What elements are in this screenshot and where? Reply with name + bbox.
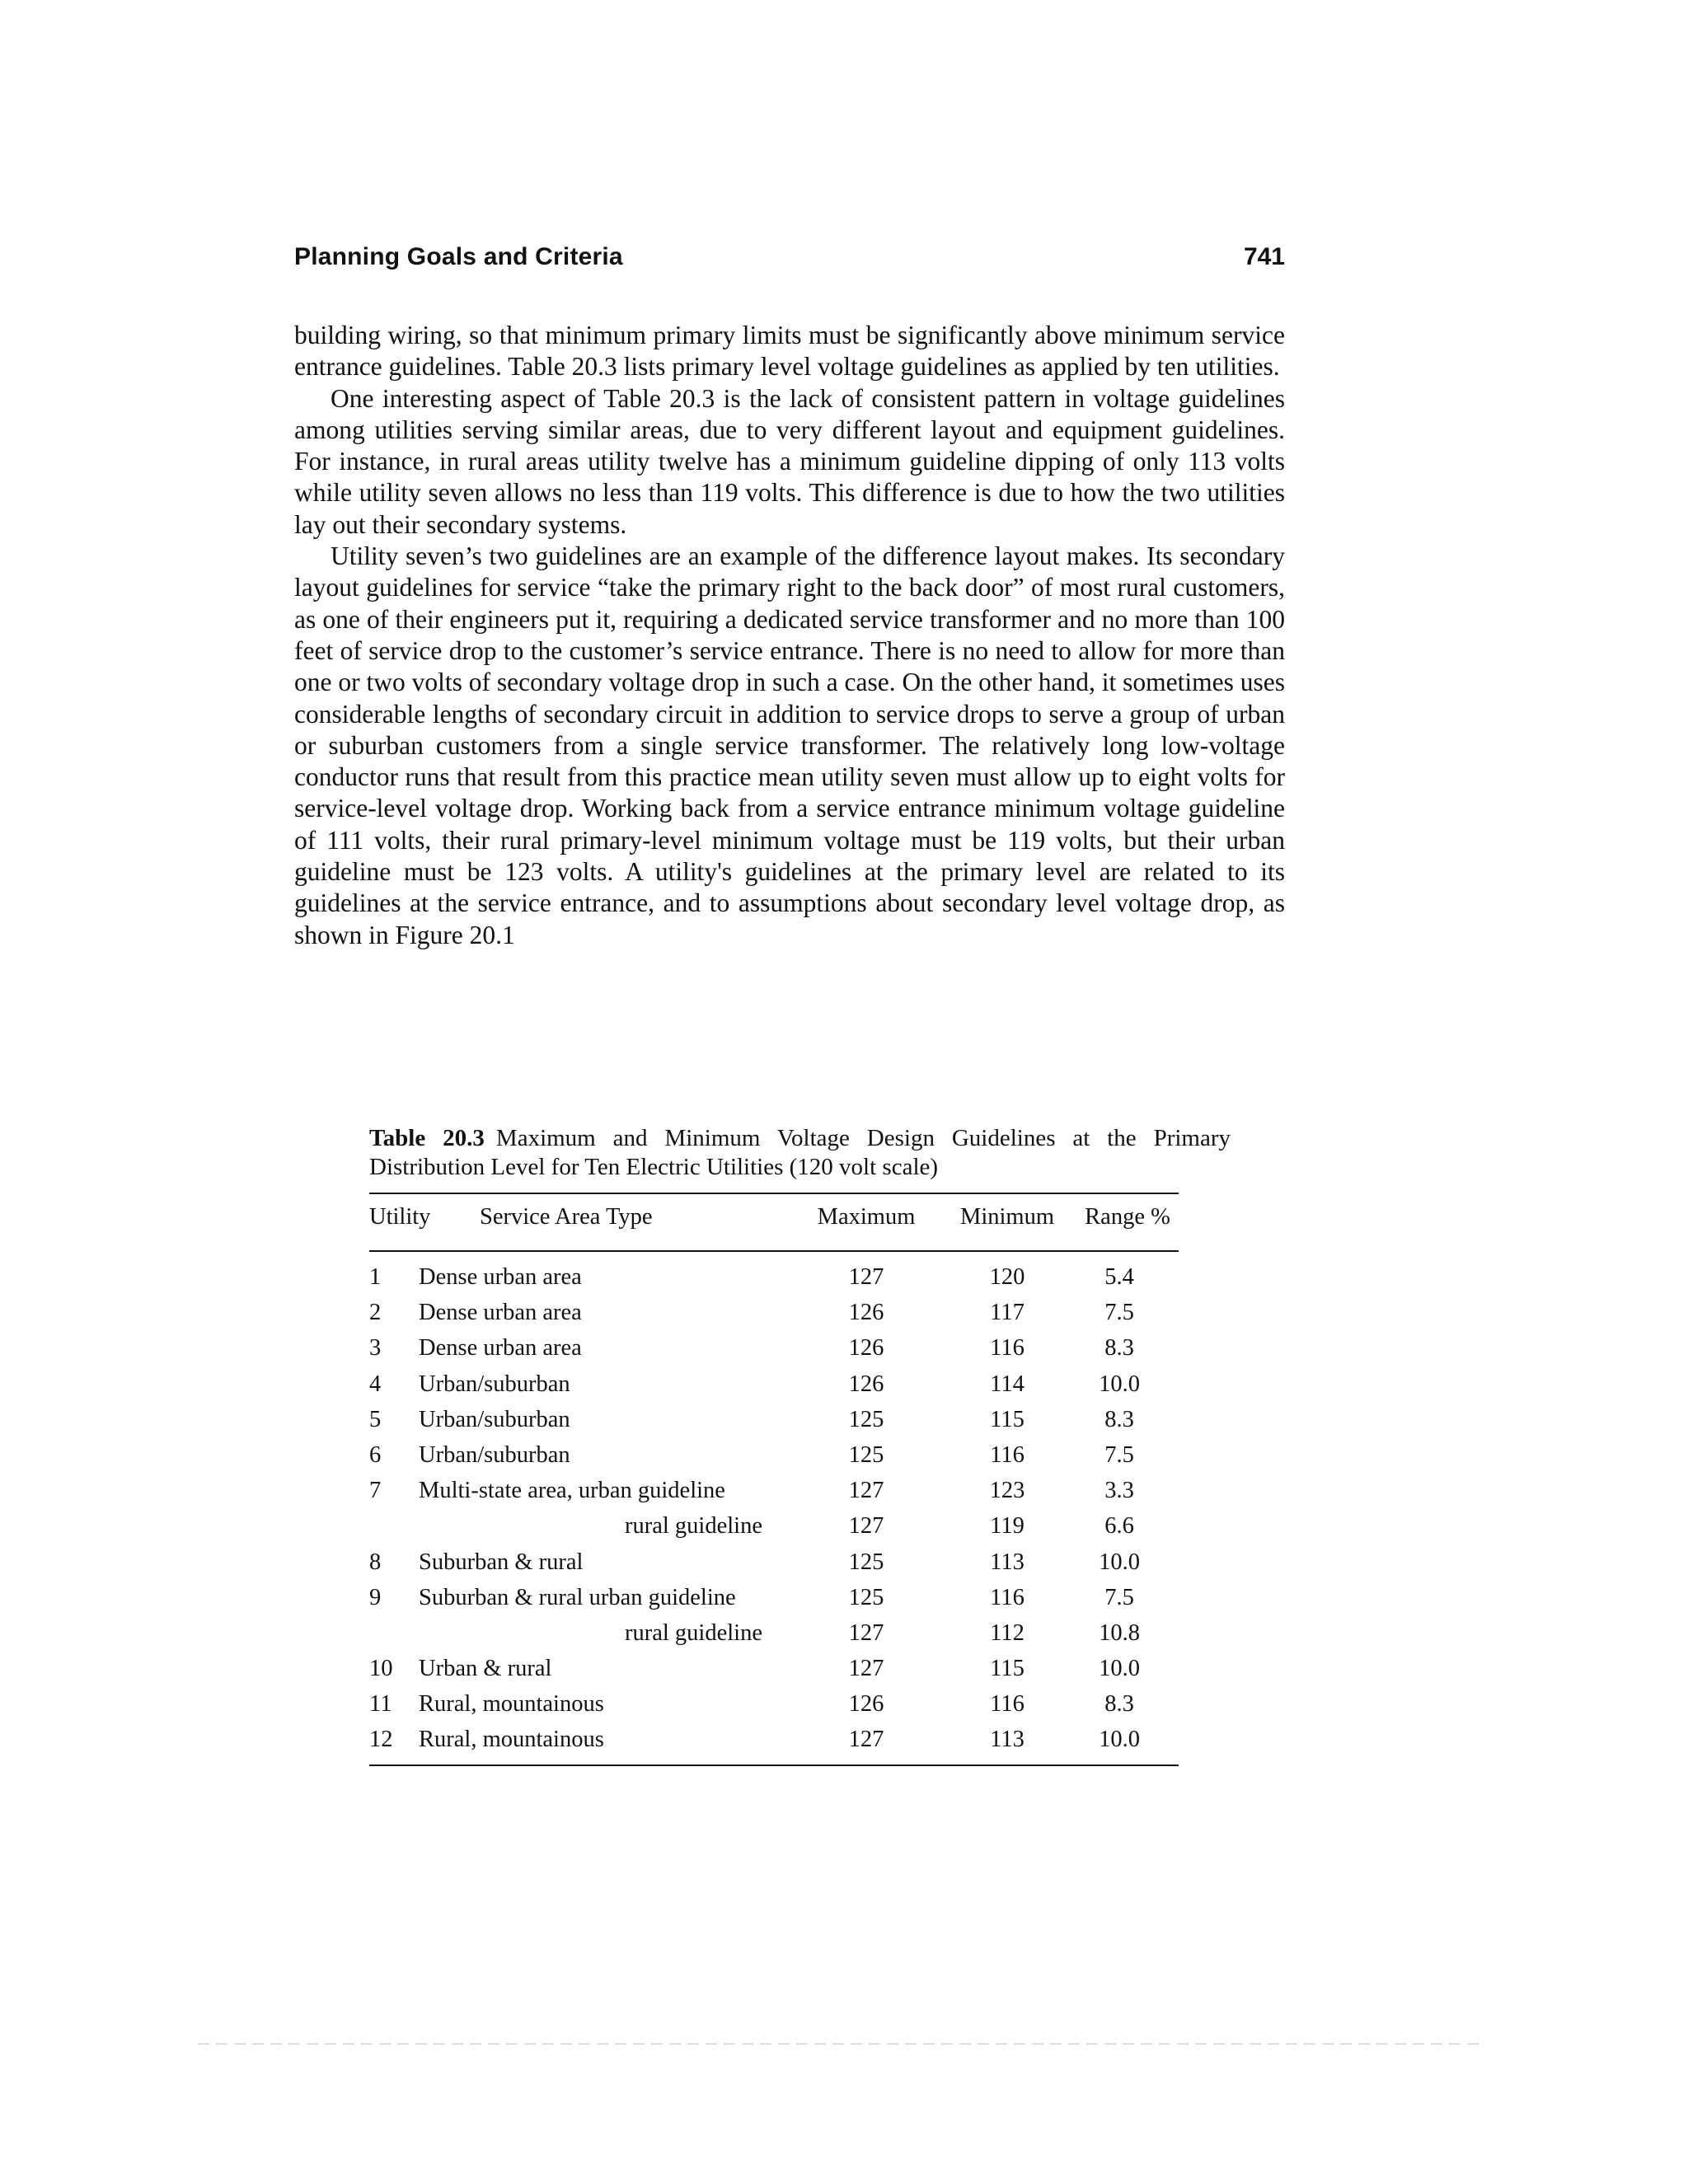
cell-maximum: 127 xyxy=(848,1727,884,1753)
cell-service-area-type: Urban/suburban xyxy=(419,1441,570,1468)
cell-utility: 6 xyxy=(369,1441,382,1468)
cell-service-area-type: Rural, mountainous xyxy=(419,1727,604,1753)
cell-maximum: 126 xyxy=(848,1691,884,1718)
table-row xyxy=(369,1402,1179,1437)
cell-maximum: 126 xyxy=(848,1371,884,1397)
cell-service-area-type: Urban/suburban xyxy=(419,1406,570,1432)
cell-minimum: 113 xyxy=(990,1549,1025,1575)
cell-service-area-type: Urban/suburban xyxy=(419,1371,570,1397)
column-header-range: Range % xyxy=(1085,1204,1170,1230)
cell-utility: 1 xyxy=(369,1264,382,1290)
column-header-service-area-type: Service Area Type xyxy=(480,1204,653,1230)
cell-service-area-type: rural guideline xyxy=(625,1619,762,1646)
cell-maximum: 127 xyxy=(848,1619,884,1646)
cell-service-area-type: Dense urban area xyxy=(419,1264,582,1290)
column-header-utility: Utility xyxy=(369,1204,431,1230)
running-title: Planning Goals and Criteria xyxy=(294,243,623,270)
cell-range: 8.3 xyxy=(1104,1335,1134,1361)
cell-range: 8.3 xyxy=(1104,1406,1134,1432)
cell-range: 6.6 xyxy=(1104,1513,1134,1540)
table-row xyxy=(369,1508,1179,1544)
page-number: 741 xyxy=(1243,243,1285,270)
cell-utility: 2 xyxy=(369,1300,382,1326)
cell-minimum: 113 xyxy=(990,1727,1025,1753)
table-row xyxy=(369,1259,1179,1295)
cell-range: 5.4 xyxy=(1104,1264,1134,1290)
table-row xyxy=(369,1722,1179,1757)
cell-maximum: 126 xyxy=(848,1335,884,1361)
cell-utility: 5 xyxy=(369,1406,382,1432)
cell-minimum: 116 xyxy=(990,1335,1025,1361)
table-header-row xyxy=(369,1194,1179,1250)
cell-minimum: 119 xyxy=(990,1513,1025,1540)
cell-utility: 9 xyxy=(369,1584,382,1610)
cell-service-area-type: Dense urban area xyxy=(419,1300,582,1326)
paragraph: building wiring, so that minimum primary limits must be significantly above minimum service entrance guidelines. Table 20.3 lists primary level voltage guidelines as applied by ten utilities. xyxy=(294,321,1285,382)
table-bottom-rule xyxy=(369,1765,1179,1766)
table-caption-label: Table 20.3 xyxy=(369,1125,485,1151)
table-row xyxy=(369,1330,1179,1366)
cell-minimum: 116 xyxy=(990,1441,1025,1468)
cell-maximum: 125 xyxy=(848,1441,884,1468)
cell-service-area-type: rural guideline xyxy=(625,1513,762,1540)
cell-minimum: 116 xyxy=(990,1691,1025,1718)
cell-range: 8.3 xyxy=(1104,1691,1134,1718)
cell-utility: 12 xyxy=(369,1727,393,1753)
cell-utility: 10 xyxy=(369,1656,393,1682)
cell-range: 7.5 xyxy=(1104,1441,1134,1468)
cell-range: 10.0 xyxy=(1099,1656,1140,1682)
cell-range: 7.5 xyxy=(1104,1584,1134,1610)
cell-service-area-type: Suburban & rural xyxy=(419,1549,584,1575)
table-body xyxy=(369,1252,1179,1765)
cell-service-area-type: Multi-state area, urban guideline xyxy=(419,1478,725,1504)
cell-service-area-type: Rural, mountainous xyxy=(419,1691,604,1718)
cell-utility: 3 xyxy=(369,1335,382,1361)
cell-minimum: 112 xyxy=(990,1619,1025,1646)
cell-maximum: 127 xyxy=(848,1513,884,1540)
cell-maximum: 127 xyxy=(848,1656,884,1682)
page-header xyxy=(294,241,1285,274)
voltage-guidelines-table xyxy=(369,1124,1231,1766)
cell-minimum: 117 xyxy=(990,1300,1025,1326)
cell-maximum: 125 xyxy=(848,1584,884,1610)
table-row xyxy=(369,1686,1179,1722)
cell-minimum: 120 xyxy=(989,1264,1025,1290)
column-header-maximum: Maximum xyxy=(817,1204,916,1230)
cell-range: 7.5 xyxy=(1104,1300,1134,1326)
table-row xyxy=(369,1580,1179,1615)
cell-range: 10.8 xyxy=(1099,1619,1140,1646)
cell-range: 10.0 xyxy=(1099,1549,1140,1575)
cell-utility: 4 xyxy=(369,1371,382,1397)
cell-minimum: 115 xyxy=(990,1656,1025,1682)
cell-minimum: 115 xyxy=(990,1406,1025,1432)
cell-maximum: 125 xyxy=(848,1406,884,1432)
cell-range: 3.3 xyxy=(1104,1478,1134,1504)
cell-range: 10.0 xyxy=(1099,1371,1140,1397)
cell-maximum: 127 xyxy=(848,1264,884,1290)
scan-artifact-line xyxy=(198,2043,1484,2045)
paragraph: Utility seven’s two guidelines are an example of the difference layout makes. Its secondary layout guidelines for service “take the primary right to the back door” of most rural customers, as one of their engineers put it, requiring a dedicated service transformer and no more than 100 feet of service drop to the customer’s service entrance. There is no need to allow for more than one or two volts of secondary voltage drop in such a case. On the other hand, it sometimes uses considerable lengths of secondary circuit in addition to service drops to serve a group of urban or suburban customers from a single service transformer. The relatively long low-voltage conductor runs that result from this practice mean utility seven must allow up to eight volts for service-level voltage drop. Working back from a service entrance minimum voltage guideline of 111 volts, their rural primary-level minimum voltage must be 119 volts, but their urban guideline must be 123 volts. A utility's guidelines at the primary level are related to its guidelines at the service entrance, and to assumptions about secondary level voltage drop, as shown in Figure 20.1 xyxy=(294,541,1285,949)
cell-maximum: 126 xyxy=(848,1300,884,1326)
cell-minimum: 123 xyxy=(989,1478,1025,1504)
column-header-minimum: Minimum xyxy=(959,1204,1054,1230)
cell-utility: 7 xyxy=(369,1478,382,1504)
table-row xyxy=(369,1544,1179,1580)
cell-range: 10.0 xyxy=(1099,1727,1140,1753)
table-row xyxy=(369,1366,1179,1402)
table-caption xyxy=(369,1124,1231,1181)
cell-minimum: 114 xyxy=(990,1371,1025,1397)
table-row xyxy=(369,1437,1179,1473)
table-caption-text: Maximum and Minimum Voltage Design Guidelines at the Primary Distribution Level for Ten Electric Utilities (120 volt scale) xyxy=(369,1125,1231,1180)
table-row xyxy=(369,1295,1179,1330)
cell-utility: 8 xyxy=(369,1549,382,1575)
table-row xyxy=(369,1651,1179,1686)
cell-maximum: 127 xyxy=(848,1478,884,1504)
cell-service-area-type: Suburban & rural urban guideline xyxy=(419,1584,736,1610)
body-text xyxy=(294,320,1285,951)
table-row xyxy=(369,1473,1179,1508)
table-row xyxy=(369,1615,1179,1651)
cell-service-area-type: Urban & rural xyxy=(419,1656,552,1682)
cell-maximum: 125 xyxy=(848,1549,884,1575)
cell-minimum: 116 xyxy=(990,1584,1025,1610)
cell-utility: 11 xyxy=(369,1691,392,1718)
paragraph: One interesting aspect of Table 20.3 is the lack of consistent pattern in voltage guidelines among utilities serving similar areas, due to very different layout and equipment guidelines. For instance, in rural areas utility twelve has a minimum guideline dipping of only 113 volts while utility seven allows no less than 119 volts. This difference is due to how the two utilities lay out their secondary systems. xyxy=(294,383,1285,539)
cell-service-area-type: Dense urban area xyxy=(419,1335,582,1361)
